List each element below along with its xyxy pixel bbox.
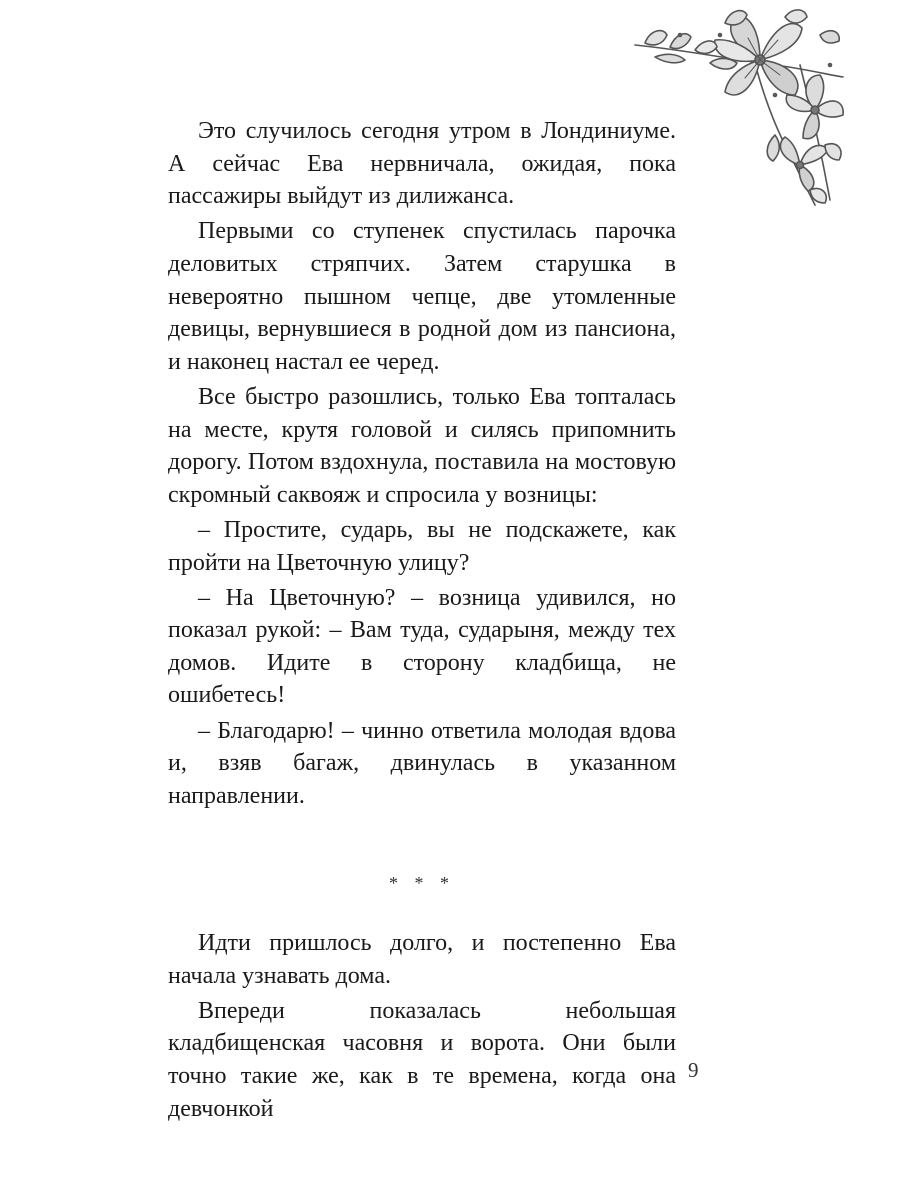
paragraph: Это случилось сегодня утром в Лондиниуме. А сейчас Ева нервничала, ожидая, пока пассажиры выйдут из дилижанса. [168,118,676,210]
paragraph: Впереди показалась небольшая кладбищенская часовня и ворота. Они были точно такие же, как в те времена, когда она девчонкой [168,997,676,1122]
paragraph: Идти пришлось долго, и постепенно Ева начала узнавать дома. [168,930,676,989]
paragraph: Все быстро разошлись, только Ева топталась на месте, крутя головой и силясь припомнить дорогу. Потом вздохнула, поставила на мостовую скромный саквояж и спросила у возницы: [168,383,676,508]
paragraph: – Простите, сударь, вы не подскажете, как пройти на Цветочную улицу? [168,516,676,576]
paragraph: – На Цветочную? – возница удивился, но показал рукой: – Вам туда, сударыня, между тех домов. Идите в сторону кладбища, не ошибетесь! [168,584,676,709]
section-separator: * * * [389,873,455,893]
text-section-1 [168,115,676,815]
text-section-2 [168,927,676,1128]
paragraph: Первыми со ступенек спустилась парочка деловитых стряпчих. Затем старушка в невероятно пышном чепце, две утомленные девицы, вернувшиеся в родной дом из пансиона, и наконец настал ее черед. [168,218,676,375]
paragraph: – Благодарю! – чинно ответила молодая вдова и, взяв багаж, двинулась в указанном направлении. [168,717,676,809]
page-number: 9 [688,1058,699,1082]
